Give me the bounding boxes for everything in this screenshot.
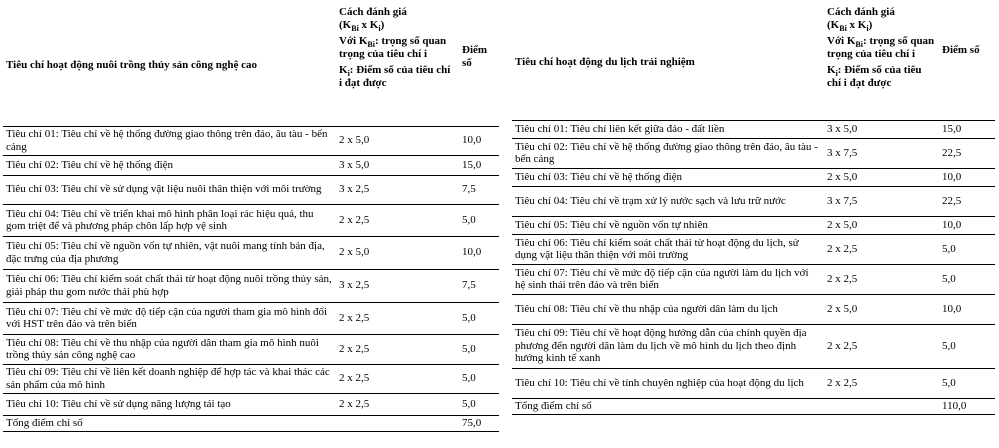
table-header <box>3 4 499 126</box>
weight-sub: Bi <box>855 40 863 50</box>
table-row <box>3 393 499 415</box>
cell-method: 2 x 5,0 <box>824 216 939 234</box>
formula-sub: Bi <box>839 23 847 33</box>
total-method-empty <box>824 398 939 414</box>
tourism-criteria-table <box>512 4 995 415</box>
table-row <box>512 294 995 324</box>
cell-points: 5,0 <box>939 234 995 264</box>
table-row <box>3 155 499 175</box>
cell-points: 22,5 <box>939 186 995 216</box>
aquaculture-criteria-table <box>3 4 499 432</box>
score-sub: i <box>835 69 838 79</box>
table-row <box>512 138 995 168</box>
cell-method: 2 x 2,5 <box>336 364 459 393</box>
total-label: Tổng điểm chỉ số <box>3 415 336 431</box>
weight-note: Với K <box>339 35 368 47</box>
cell-criteria: Tiêu chí 06: Tiêu chí kiểm soát chất thải từ hoạt động du lịch, sử dụng vật liệu thân thiện với môi trường <box>512 234 824 264</box>
score-note: K <box>339 64 348 76</box>
table-row <box>3 175 499 204</box>
method-column-header <box>824 4 939 120</box>
table-row <box>3 204 499 236</box>
weight-note: : trọng số quan trọng của tiêu chí i <box>339 35 447 60</box>
cell-method: 2 x 5,0 <box>336 126 459 155</box>
cell-criteria: Tiêu chí 02: Tiêu chí về hệ thống đường giao thông trên đảo, âu tàu - bến cảng <box>512 138 824 168</box>
table-row <box>512 186 995 216</box>
formula-part: ) <box>868 18 873 31</box>
formula-part: x K <box>846 18 867 31</box>
table-row <box>512 324 995 368</box>
cell-method: 2 x 2,5 <box>336 393 459 415</box>
cell-points: 15,0 <box>939 120 995 138</box>
cell-criteria: Tiêu chí 02: Tiêu chí về hệ thống điện <box>3 155 336 175</box>
cell-method: 3 x 2,5 <box>336 269 459 302</box>
cell-method: 3 x 7,5 <box>824 186 939 216</box>
cell-criteria: Tiêu chí 01: Tiêu chí về hệ thống đường giao thông trên đảo, âu tàu - bến cảng <box>3 126 336 155</box>
table-row <box>512 264 995 294</box>
cell-criteria: Tiêu chí 03: Tiêu chí về hệ thống điện <box>512 168 824 186</box>
score-note: K <box>827 64 836 76</box>
cell-points: 10,0 <box>939 294 995 324</box>
cell-criteria: Tiêu chí 03: Tiêu chí về sử dụng vật liệu nuôi thân thiện với môi trường <box>3 175 336 204</box>
cell-criteria: Tiêu chí 08: Tiêu chí về thu nhập của người dân làm du lịch <box>512 294 824 324</box>
cell-points: 5,0 <box>939 264 995 294</box>
cell-method: 2 x 2,5 <box>824 264 939 294</box>
cell-criteria: Tiêu chí 09: Tiêu chí về hoạt động hướng dẫn của chính quyền địa phương đến người dân làm du lịch về mô hình du lịch theo định hướng kinh tế xanh <box>512 324 824 368</box>
table-row <box>3 334 499 364</box>
cell-criteria: Tiêu chí 04: Tiêu chí về trạm xử lý nước sạch và lưu trữ nước <box>512 186 824 216</box>
score-note: : Điểm số của tiêu chí i đạt được <box>339 64 451 89</box>
cell-points: 10,0 <box>459 126 499 155</box>
table-row <box>3 126 499 155</box>
cell-criteria: Tiêu chí 04: Tiêu chí về triển khai mô hình phân loại rác hiệu quả, thu gom triệt để và phương pháp chôn lấp hợp vệ sinh <box>3 204 336 236</box>
cell-method: 2 x 2,5 <box>824 324 939 368</box>
score-note: : Điểm số của tiêu chí i đạt được <box>827 64 922 89</box>
cell-points: 10,0 <box>939 216 995 234</box>
cell-points: 10,0 <box>459 236 499 269</box>
cell-points: 5,0 <box>459 204 499 236</box>
cell-method: 3 x 7,5 <box>824 138 939 168</box>
table-header <box>512 4 995 120</box>
cell-method: 2 x 5,0 <box>824 168 939 186</box>
table-row <box>3 269 499 302</box>
table-row <box>512 234 995 264</box>
cell-criteria: Tiêu chí 08: Tiêu chí về thu nhập của người dân tham gia mô hình nuôi trồng thủy sản công nghệ cao <box>3 334 336 364</box>
cell-method: 2 x 5,0 <box>336 236 459 269</box>
table-row <box>512 216 995 234</box>
cell-criteria: Tiêu chí 07: Tiêu chí về mức độ tiếp cận của người tham gia mô hình đối với HST trên đảo và trên biển <box>3 302 336 334</box>
cell-points: 15,0 <box>459 155 499 175</box>
cell-method: 2 x 2,5 <box>336 302 459 334</box>
formula-part: (K <box>339 18 352 31</box>
cell-points: 5,0 <box>459 364 499 393</box>
cell-criteria: Tiêu chí 01: Tiêu chí liên kết giữa đảo - đất liền <box>512 120 824 138</box>
score-sub: i <box>347 69 350 79</box>
table-row <box>3 302 499 334</box>
cell-criteria: Tiêu chí 10: Tiêu chí về sử dụng năng lượng tái tạo <box>3 393 336 415</box>
cell-criteria: Tiêu chí 09: Tiêu chí về liên kết doanh nghiệp để hợp tác và khai thác các sản phẩm của mô hình <box>3 364 336 393</box>
weight-note: : trọng số quan trọng của tiêu chí i <box>827 35 935 60</box>
cell-points: 7,5 <box>459 175 499 204</box>
cell-points: 5,0 <box>939 324 995 368</box>
cell-criteria: Tiêu chí 07: Tiêu chí về mức độ tiếp cận của người làm du lịch với hệ sinh thái trên đảo và trên biển <box>512 264 824 294</box>
formula-sub: i <box>378 23 381 33</box>
cell-method: 2 x 2,5 <box>824 368 939 398</box>
table-row <box>3 364 499 393</box>
total-points: 110,0 <box>939 398 995 414</box>
table-row <box>512 368 995 398</box>
cell-method: 2 x 5,0 <box>824 294 939 324</box>
cell-method: 2 x 2,5 <box>824 234 939 264</box>
cell-points: 5,0 <box>939 368 995 398</box>
table-row <box>512 120 995 138</box>
cell-points: 5,0 <box>459 334 499 364</box>
cell-points: 10,0 <box>939 168 995 186</box>
cell-method: 3 x 2,5 <box>336 175 459 204</box>
method-title: Cách đánh giá <box>339 6 407 18</box>
total-points: 75,0 <box>459 415 499 431</box>
weight-sub: Bi <box>367 40 375 50</box>
total-row <box>3 415 499 431</box>
table-row <box>512 168 995 186</box>
cell-criteria: Tiêu chí 05: Tiêu chí về nguồn vốn tự nhiên <box>512 216 824 234</box>
cell-points: 5,0 <box>459 393 499 415</box>
cell-method: 3 x 5,0 <box>824 120 939 138</box>
criteria-column-header: Tiêu chí hoạt động du lịch trải nghiệm <box>512 4 824 120</box>
table-row <box>3 236 499 269</box>
formula-part: (K <box>827 18 840 31</box>
cell-points: 7,5 <box>459 269 499 302</box>
cell-criteria: Tiêu chí 10: Tiêu chí về tính chuyên nghiệp của hoạt động du lịch <box>512 368 824 398</box>
formula-sub: Bi <box>351 23 359 33</box>
criteria-column-header: Tiêu chí hoạt động nuôi trồng thủy sản công nghệ cao <box>3 4 336 126</box>
formula-part: ) <box>380 18 385 31</box>
cell-method: 2 x 2,5 <box>336 204 459 236</box>
points-column-header: Điểm số <box>939 4 995 120</box>
weight-note: Với K <box>827 35 856 47</box>
total-label: Tổng điểm chỉ số <box>512 398 824 414</box>
total-row <box>512 398 995 414</box>
cell-criteria: Tiêu chí 05: Tiêu chí về nguồn vốn tự nhiên, vật nuôi mang tính bản địa, đặc trưng của địa phương <box>3 236 336 269</box>
cell-points: 5,0 <box>459 302 499 334</box>
points-column-header: Điểm số <box>459 4 499 126</box>
cell-method: 3 x 5,0 <box>336 155 459 175</box>
method-title: Cách đánh giá <box>827 6 895 18</box>
total-method-empty <box>336 415 459 431</box>
cell-method: 2 x 2,5 <box>336 334 459 364</box>
cell-criteria: Tiêu chí 06: Tiêu chí kiểm soát chất thải từ hoạt động nuôi trồng thủy sản, giải pháp thu gom nước thải phù hợp <box>3 269 336 302</box>
cell-points: 22,5 <box>939 138 995 168</box>
method-column-header <box>336 4 459 126</box>
formula-part: x K <box>358 18 379 31</box>
formula-sub: i <box>866 23 869 33</box>
